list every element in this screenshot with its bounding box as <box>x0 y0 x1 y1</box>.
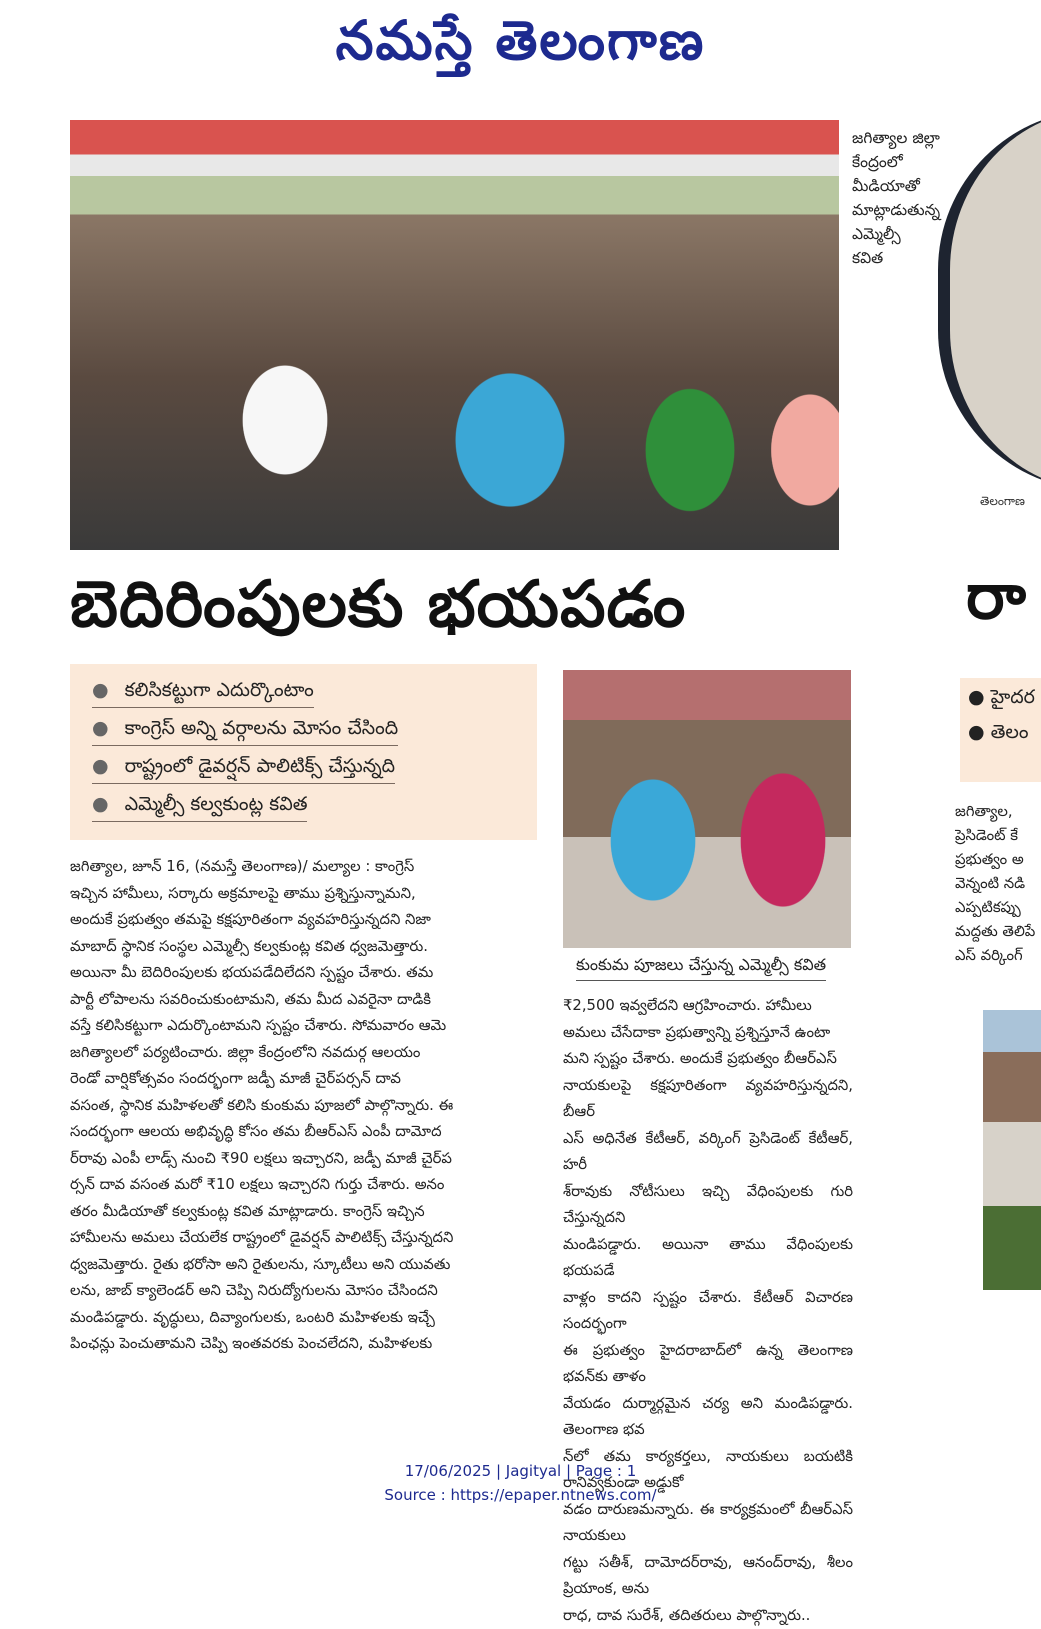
caption-line: కేంద్రంలో <box>852 150 962 174</box>
body-line: ధ్వజమెత్తారు. రైతు భరోసా అని రైతులను, స్కూటీలు అని యువతు <box>70 1252 537 1279</box>
footer-source-link[interactable]: Source : https://epaper.ntnews.com/ <box>0 1486 1041 1504</box>
body-line: ఎస్ అధినేత కేటీఆర్, వర్కింగ్ ప్రెసిడెంట్ కేటీఆర్, హరీ <box>563 1126 853 1179</box>
adjacent-article-text <box>955 800 1041 968</box>
bullet-icon: ● <box>92 793 109 815</box>
adjacent-photo-2 <box>983 1010 1041 1290</box>
body-line: ఇచ్చిన హామీలు, సర్కారు అక్రమాలపై తాము ప్రశ్నిస్తున్నామని, <box>70 881 537 908</box>
body-line: వసంత, స్థానిక మహిళలతో కలిసి కుంకుమ పూజలో పాల్గొన్నారు. ఈ <box>70 1093 537 1120</box>
caption-line: మాట్లాడుతున్న <box>852 198 962 222</box>
bullet-icon: ● <box>92 755 109 777</box>
body-line: పింఛన్లు పెంచుతామని చెప్పి ఇంతవరకు పెంచలేదని, మహిళలకు <box>70 1331 537 1358</box>
body-line: పార్టీ లోపాలను సవరించుకుంటామని, తమ మీద ఎవరైనా దాడికి <box>70 987 537 1014</box>
body-line: ఈ ప్రభుత్వం హైదరాబాద్‌లో ఉన్న తెలంగాణ భవన్‌కు తాళం <box>563 1338 853 1391</box>
body-line: అమలు చేసేదాకా ప్రభుత్వాన్ని ప్రశ్నిస్తూనే ఉంటా <box>563 1020 853 1047</box>
body-line: సందర్భంగా ఆలయ అభివృద్ధి కోసం తమ బీఆర్ఎస్ ఎంపీ దామోద <box>70 1119 537 1146</box>
puja-photo <box>563 670 851 948</box>
footer-date-line: 17/06/2025 | Jagityal | Page : 1 <box>0 1462 1041 1480</box>
body-line: నాయకులపై కక్షపూరితంగా వ్యవహరిస్తున్నదని, బీఆర్ <box>563 1073 853 1126</box>
highlight-item: ● రాష్ట్రంలో డైవర్షన్ పాలిటిక్స్ చేస్తున్నది <box>92 750 395 784</box>
adjacent-headline: రా <box>966 560 1026 649</box>
body-line: న్‌లో తమ కార్యకర్తలు, నాయకులు బయటికి రానివ్వకుండా అడ్డుకో <box>563 1444 853 1497</box>
body-line: అయినా మీ బెదిరింపులకు భయపడేదిలేదని స్పష్టం చేశారు. తమ <box>70 960 537 987</box>
body-line: మండిపడ్డారు. అయినా తాము వేధింపులకు భయపడే <box>563 1232 853 1285</box>
body-line: మండిపడ్డారు. వృద్ధులు, దివ్యాంగులకు, ఒంటరి మహిళలకు ఇచ్చే <box>70 1305 537 1332</box>
body-line: వస్తే కలిసికట్టుగా ఎదుర్కొంటామని స్పష్టం చేశారు. సోమవారం ఆమె <box>70 1013 537 1040</box>
body-line: లను, జాబ్ క్యాలెండర్ అని చెప్పి నిరుద్యోగులను మోసం చేసిందని <box>70 1278 537 1305</box>
highlight-box <box>70 664 537 840</box>
body-line: ఎప్పటికప్పు <box>955 896 1041 920</box>
body-line: రాధ, దావ సురేశ్, తదితరులు పాల్గొన్నారు.. <box>563 1603 853 1629</box>
masthead <box>0 8 1041 86</box>
body-line: మాబాద్ స్థానిక సంస్థల ఎమ్మెల్సీ కల్వకుంట్ల కవిత ధ్వజమెత్తారు. <box>70 934 537 961</box>
body-line: ర్‌రావు ఎంపీ లాడ్స్ నుంచి ₹90 లక్షలు ఇచ్చారని, జడ్పీ మాజీ చైర్‌ప <box>70 1146 537 1173</box>
body-line: జగిత్యాలలో పర్యటించారు. జిల్లా కేంద్రంలోని నవదుర్గ ఆలయం <box>70 1040 537 1067</box>
body-line: వాళ్లం కాదని స్పష్టం చేశారు. కేటీఆర్ విచారణ సందర్భంగా <box>563 1285 853 1338</box>
body-line: ప్రెసిడెంట్ కే <box>955 824 1041 848</box>
highlight-item: ● కాంగ్రెస్ అన్ని వర్గాలను మోసం చేసింది <box>92 712 398 746</box>
body-line: వెన్నంటి నడి <box>955 872 1041 896</box>
body-line: హామీలను అమలు చేయలేక రాష్ట్రంలో డైవర్షన్ పాలిటిక్స్ చేస్తున్నదని <box>70 1225 537 1252</box>
adjacent-highlight-item: ● తెలం <box>960 713 1041 748</box>
caption-line: మీడియాతో <box>852 174 962 198</box>
bullet-icon: ● <box>92 679 109 701</box>
body-line: తరం మీడియాతో కల్వకుంట్ల కవిత మాట్లాడారు. కాంగ్రెస్ ఇచ్చిన <box>70 1199 537 1226</box>
headline: బెదిరింపులకు భయపడం <box>70 568 686 657</box>
body-line: ర్సన్ దావ వసంత మరో ₹10 లక్షలు ఇచ్చారని గుర్తు చేశారు. అనం <box>70 1172 537 1199</box>
body-line: అందుకే ప్రభుత్వం తమపై కక్షపూరితంగా వ్యవహరిస్తున్నదని నిజా <box>70 907 537 934</box>
body-line: ప్రభుత్వం అ <box>955 848 1041 872</box>
body-line: గట్టు సతీశ్, దామోదర్‌రావు, ఆనంద్‌రావు, శీలం ప్రియాంక, అను <box>563 1550 853 1603</box>
bullet-icon: ● <box>92 717 109 739</box>
highlight-item: ● కలిసికట్టుగా ఎదుర్కొంటాం <box>92 674 314 708</box>
highlight-item: ● ఎమ్మెల్సీ కల్వకుంట్ల కవిత <box>92 788 307 822</box>
masthead-title: నమస్తే తెలంగాణ <box>336 8 706 72</box>
body-line: మని స్పష్టం చేశారు. అందుకే ప్రభుత్వం బీఆర్ఎస్ <box>563 1046 853 1073</box>
body-line: ఎస్ వర్కింగ్ <box>955 944 1041 968</box>
caption-line: కవిత <box>852 246 962 270</box>
body-line: రెండో వార్షికోత్సవం సందర్భంగా జడ్పీ మాజీ చైర్‌పర్సన్ దావ <box>70 1066 537 1093</box>
body-line: జగిత్యాల, జూన్ 16, (నమస్తే తెలంగాణ)/ మల్యాల : కాంగ్రెస్ <box>70 854 537 881</box>
article-body-column-2 <box>563 993 853 1629</box>
adjacent-highlight-box <box>960 678 1041 782</box>
body-line: జగిత్యాల, <box>955 800 1041 824</box>
adjacent-highlight-item: ● హైదర <box>960 678 1041 713</box>
body-line: శ్‌రావుకు నోటీసులు ఇచ్చి వేధింపులకు గురి చేస్తున్నదని <box>563 1179 853 1232</box>
puja-photo-caption: కుంకుమ పూజలు చేస్తున్న ఎమ్మెల్సీ కవిత <box>576 955 826 981</box>
caption-line: జగిత్యాల జిల్లా <box>852 126 962 150</box>
article-body-column-1 <box>70 854 537 1358</box>
main-photo <box>70 120 839 550</box>
caption-line: ఎమ్మెల్సీ <box>852 222 962 246</box>
body-line: వడం దారుణమన్నారు. ఈ కార్యక్రమంలో బీఆర్ఎస్ నాయకులు <box>563 1497 853 1550</box>
body-line: వేయడం దుర్మార్గమైన చర్య అని మండిపడ్డారు. తెలంగాణ భవ <box>563 1391 853 1444</box>
adjacent-photo-caption: తెలంగాణ <box>980 494 1025 511</box>
body-line: మద్దతు తెలిపే <box>955 920 1041 944</box>
body-line: ₹2,500 ఇవ్వలేదని ఆగ్రహించారు. హామీలు <box>563 993 853 1020</box>
